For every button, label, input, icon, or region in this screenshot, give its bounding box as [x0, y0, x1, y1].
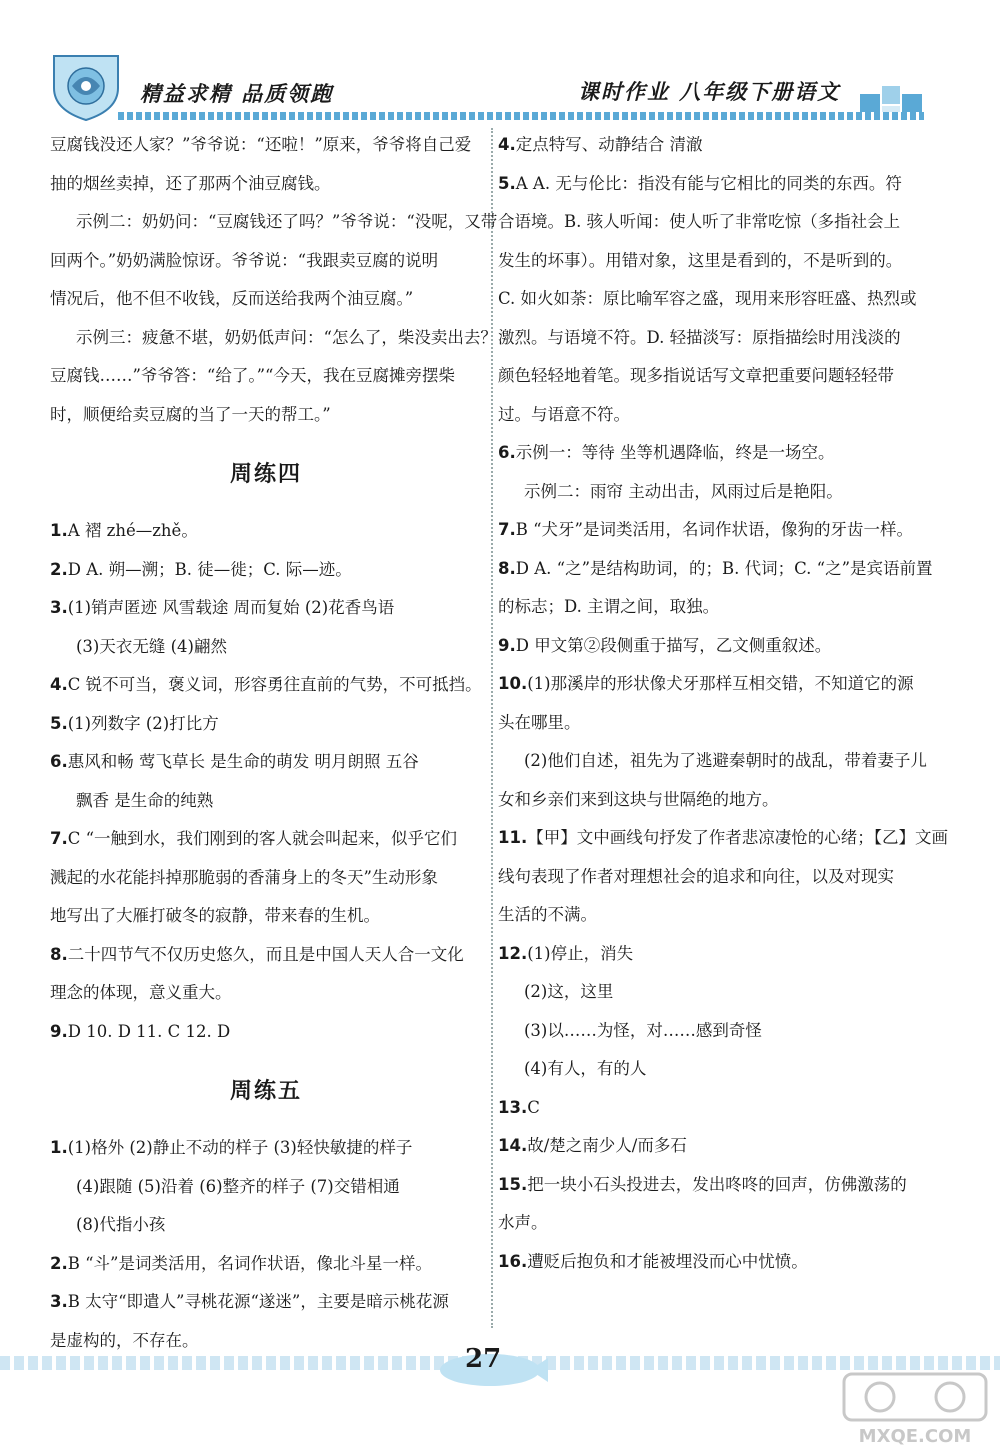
- answer-item: [50, 589, 482, 628]
- answer-item: [498, 665, 930, 704]
- text-line: 情况后，他不但不收钱，反而送给我两个油豆腐。”: [50, 289, 414, 308]
- watermark-text: MXQE.COM: [858, 1426, 972, 1447]
- section-title: 周练五: [229, 1079, 302, 1104]
- answer-number: 2.: [50, 559, 68, 579]
- answer-text: 故/楚之南少人/而多石: [527, 1136, 687, 1155]
- answer-item: [50, 936, 482, 975]
- answer-text: C 锐不可当，褒义词，形容勇往直前的气势，不可抵挡。: [67, 675, 482, 694]
- answer-text: 定点特写、动静结合 清澈: [515, 135, 703, 154]
- text-line: 发生的坏事）。用错对象，这里是看到的，不是听到的。: [498, 250, 903, 270]
- answer-number: 4.: [498, 135, 516, 154]
- answer-number: 5.: [498, 173, 516, 193]
- text-line: (4)有人，有的人: [524, 1059, 647, 1078]
- answer-item: [498, 1166, 930, 1205]
- school-crest-icon: [48, 48, 124, 122]
- text-line: C. 如火如荼：原比喻军容之盛，现用来形容旺盛、热烈或: [498, 289, 917, 308]
- text-line: 颜色轻轻地着笔。现多指说话写文章把重要问题轻轻带: [498, 366, 894, 385]
- answer-item: [50, 705, 482, 744]
- answer-text: C “一触到水，我们刚到的客人就会叫起来，似乎它们: [67, 829, 458, 848]
- column-divider: [491, 128, 493, 1328]
- text-line: 头在哪里。: [498, 712, 581, 732]
- text-line: 豆腐钱没还人家？”爷爷说：“还啦！”原来，爷爷将自己爱: [50, 135, 472, 154]
- answer-item: [498, 1243, 930, 1282]
- answer-number: 13.: [498, 1097, 528, 1117]
- text-line: 合语境。B. 骇人听闻：使人听了非常吃惊（多指社会上: [498, 212, 901, 231]
- answer-text: (1)列数字 (2)打比方: [67, 713, 219, 733]
- answer-item: [50, 1245, 482, 1284]
- answer-number: 8.: [50, 944, 68, 964]
- text-line: (3)天衣无缝 (4)翩然: [76, 636, 227, 656]
- answer-text: (1)停止，消失: [527, 943, 634, 963]
- answer-text: B “犬牙”是词类活用，名词作状语，像狗的牙齿一样。: [515, 520, 913, 539]
- answer-item: [498, 165, 930, 204]
- answer-number: 9.: [498, 635, 516, 655]
- text-line: 水声。: [498, 1213, 548, 1232]
- answer-number: 16.: [498, 1251, 528, 1271]
- text-line: 示例三：疲惫不堪，奶奶低声问：“怎么了，柴没卖出去？: [76, 327, 497, 347]
- answer-text: B “斗”是词类活用，名词作状语，像北斗星一样。: [67, 1253, 432, 1273]
- answer-number: 7.: [50, 829, 68, 848]
- text-line: 线句表现了作者对理想社会的追求和向往，以及对现实: [498, 866, 894, 886]
- answer-number: 6.: [498, 443, 516, 462]
- header-rule: [118, 112, 924, 120]
- text-line: 示例二：雨帘 主动出击，风雨过后是艳阳。: [524, 481, 843, 501]
- text-line: (2)这，这里: [524, 982, 614, 1001]
- answer-item: [498, 1089, 930, 1128]
- answer-text: D 甲文第②段侧重于描写，乙文侧重叙述。: [515, 635, 832, 655]
- text-line: 豆腐钱……”爷爷答：“给了。”“今天，我在豆腐摊旁摆柴: [50, 366, 455, 385]
- text-line: 生活的不满。: [498, 905, 597, 924]
- left-column: [50, 126, 498, 1360]
- answer-number: 2.: [50, 1253, 68, 1273]
- answer-number: 7.: [498, 520, 516, 539]
- text-line: 是虚构的，不存在。: [50, 1330, 199, 1350]
- answer-text: D A. “之”是结构助词，的；B. 代词；C. “之”是宾语前置: [515, 558, 933, 578]
- text-line: 女和乡亲们来到这块与世隔绝的地方。: [498, 789, 779, 809]
- text-line: 溅起的水花能抖掉那脆弱的香蒲身上的冬天”生动形象: [50, 867, 438, 887]
- text-line: 理念的体现，意义重大。: [50, 983, 232, 1002]
- answer-text: A A. 无与伦比：指没有能与它相比的同类的东西。符: [515, 173, 902, 193]
- text-line: 过。与语意不符。: [498, 404, 630, 424]
- text-line: 地写出了大雁打破冬的寂静，带来春的生机。: [50, 906, 380, 925]
- answer-number: 1.: [50, 521, 68, 540]
- answer-item: [498, 550, 933, 589]
- header-slogan: 精益求精 品质领跑: [140, 81, 334, 106]
- answer-text: (1)格外 (2)静止不动的样子 (3)轻快敏捷的样子: [67, 1138, 413, 1157]
- answer-text: 【甲】文中画线句抒发了作者悲凉凄怆的心绪；【乙】文画: [527, 828, 948, 847]
- answer-item: [498, 126, 930, 165]
- answer-number: 15.: [498, 1174, 528, 1194]
- answer-number: 3.: [50, 1292, 68, 1311]
- text-line: 示例二：奶奶问：“豆腐钱还了吗？”爷爷说：“没呢，又带: [76, 212, 498, 231]
- text-line: 时，顺便给卖豆腐的当了一天的帮工。”: [50, 404, 331, 424]
- watermark-logo-icon: [840, 1370, 990, 1448]
- answer-item: [498, 935, 930, 974]
- answer-text: D A. 朔—溯；B. 徒—徙；C. 际—迹。: [67, 559, 352, 579]
- answer-text: (1)那溪岸的形状像犬牙那样互相交错，不知道它的源: [527, 674, 914, 693]
- answer-text: (1)销声匿迹 风雪载途 周而复始 (2)花香鸟语: [67, 598, 395, 617]
- answer-item: [50, 1283, 482, 1322]
- answer-text: 二十四节气不仅历史悠久，而且是中国人天人合一文化: [67, 944, 464, 964]
- answer-item: [498, 819, 948, 858]
- answer-number: 9.: [50, 1021, 68, 1041]
- text-line: (3)以……为怪，对……感到奇怪: [524, 1020, 762, 1040]
- page-header: [0, 0, 1000, 130]
- page-footer: [0, 1330, 1000, 1455]
- answer-item: [498, 627, 930, 666]
- answer-item: [50, 666, 482, 705]
- answer-item: [50, 820, 482, 859]
- answer-number: 5.: [50, 713, 68, 733]
- answer-text: 把一块小石头投进去，发出咚咚的回声，仿佛激荡的: [527, 1174, 907, 1194]
- section-title: 周练四: [229, 462, 302, 487]
- answer-item: [498, 1127, 930, 1166]
- text-line: 回两个。”奶奶满脸惊讶。爷爷说：“我跟卖豆腐的说明: [50, 250, 439, 270]
- answer-number: 6.: [50, 752, 68, 771]
- answer-number: 11.: [498, 828, 528, 847]
- answer-text: 遭贬后抱负和才能被埋没而心中忧愤。: [527, 1251, 808, 1271]
- text-line: 抽的烟丝卖掉，还了那两个油豆腐钱。: [50, 173, 331, 193]
- answer-number: 14.: [498, 1136, 528, 1155]
- answer-number: 1.: [50, 1138, 68, 1157]
- answer-text: B 太守“即遣人”寻桃花源“遂迷”，主要是暗示桃花源: [67, 1292, 449, 1311]
- text-line: 的标志；D. 主谓之间，取独。: [498, 597, 720, 616]
- answer-item: [50, 1129, 482, 1168]
- right-column: [498, 126, 948, 1281]
- text-line: (2)他们自述，祖先为了逃避秦朝时的战乱，带着妻子儿: [524, 751, 927, 770]
- answer-number: 12.: [498, 943, 528, 963]
- answer-text: C: [527, 1097, 540, 1117]
- answer-number: 4.: [50, 675, 68, 694]
- answer-text: 示例一：等待 坐等机遇降临，终是一场空。: [515, 443, 835, 462]
- answer-item: [50, 1013, 482, 1052]
- page-number: 27: [465, 1344, 502, 1374]
- answer-text: 惠风和畅 莺飞草长 是生命的萌发 明月朗照 五谷: [67, 752, 419, 771]
- answer-item: [498, 434, 930, 473]
- header-book-title: 课时作业 八年级下册语文: [578, 79, 841, 104]
- answer-item: [498, 511, 930, 550]
- answer-text: A 褶 zhé—zhě。: [67, 521, 198, 540]
- answer-item: [50, 743, 482, 782]
- answer-item: [50, 551, 482, 590]
- answer-number: 8.: [498, 558, 516, 578]
- text-line: 激烈。与语境不符。D. 轻描淡写：原指描绘时用浅淡的: [498, 327, 901, 347]
- answer-item: [50, 512, 482, 551]
- text-line: (4)跟随 (5)沿着 (6)整齐的样子 (7)交错相通: [76, 1176, 400, 1196]
- answer-number: 10.: [498, 674, 528, 693]
- text-line: (8)代指小孩: [76, 1215, 166, 1234]
- answer-number: 3.: [50, 598, 68, 617]
- text-line: 飘香 是生命的纯熟: [76, 790, 214, 810]
- answer-text: D 10. D 11. C 12. D: [67, 1021, 231, 1041]
